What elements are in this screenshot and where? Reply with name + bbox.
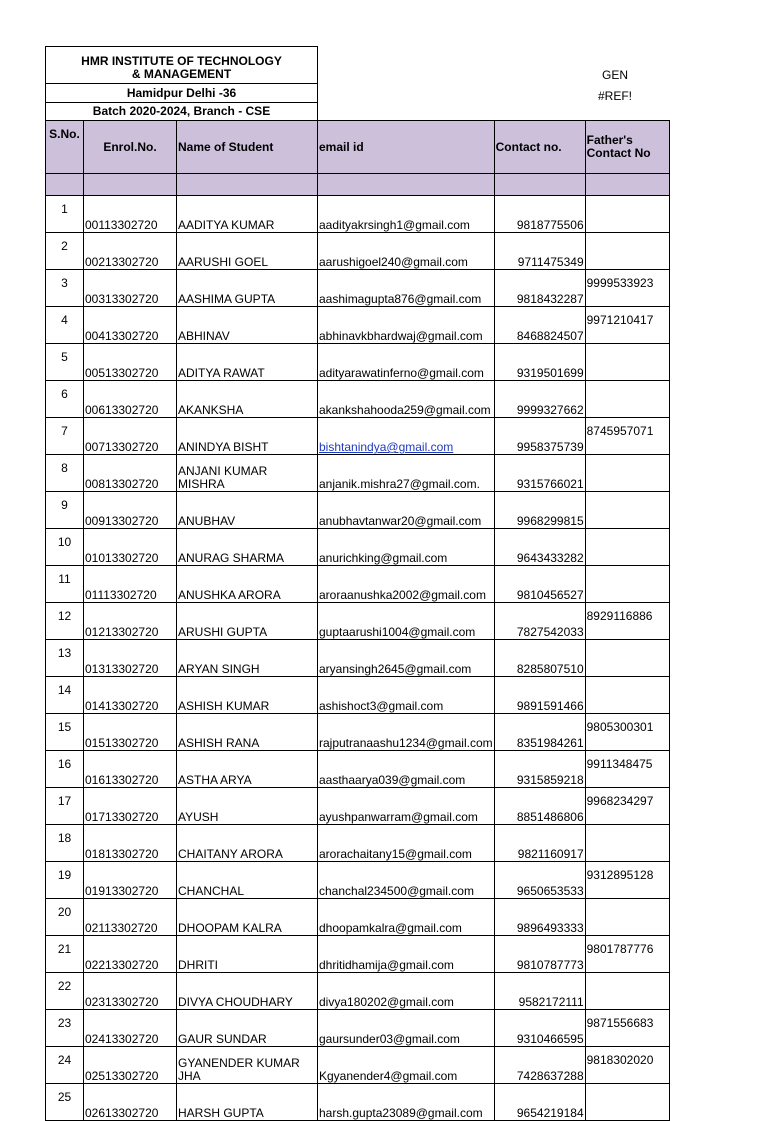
row-contact[interactable]: 8468824507 [494,307,585,344]
row-sno[interactable]: 19 [46,862,84,899]
row-enrol[interactable]: 01113302720 [84,566,177,603]
row-enrol[interactable]: 00413302720 [84,307,177,344]
row-contact[interactable]: 7428637288 [494,1047,585,1084]
row-email[interactable]: gaursunder03@gmail.com [318,1010,495,1047]
blank-cell[interactable] [177,174,318,196]
row-email[interactable]: anurichking@gmail.com [318,529,495,566]
row-enrol[interactable]: 00113302720 [84,196,177,233]
row-father-contact[interactable] [585,1084,669,1121]
row-father-contact[interactable] [585,677,669,714]
table-row [46,1047,670,1084]
row-sno[interactable]: 2 [46,233,84,270]
row-sno[interactable]: 22 [46,973,84,1010]
row-father-contact[interactable]: 9805300301 [585,714,669,751]
table-blank-row [46,174,670,196]
table-row [46,307,670,344]
row-sno[interactable]: 18 [46,825,84,862]
row-father-contact[interactable]: 9312895128 [585,862,669,899]
table-header-row [46,121,670,174]
table-row [46,677,670,714]
row-name[interactable]: GAUR SUNDAR [177,1010,318,1047]
table-row [46,973,670,1010]
row-sno[interactable]: 17 [46,788,84,825]
row-contact[interactable]: 9315766021 [494,455,585,492]
header-sno[interactable]: S.No. [46,121,84,174]
row-contact[interactable]: 9310466595 [494,1010,585,1047]
header-father-contact[interactable]: Father's Contact No [585,121,669,174]
row-contact[interactable]: 9650653533 [494,862,585,899]
row-father-contact[interactable]: 9818302020 [585,1047,669,1084]
row-email[interactable]: anubhavtanwar20@gmail.com [318,492,495,529]
table-row [46,603,670,640]
row-sno[interactable]: 24 [46,1047,84,1084]
table-row [46,455,670,492]
row-contact[interactable]: 9643433282 [494,529,585,566]
row-enrol[interactable]: 00913302720 [84,492,177,529]
row-name[interactable]: AYUSH [177,788,318,825]
row-email[interactable]: aashimagupta876@gmail.com [318,270,495,307]
row-sno[interactable]: 13 [46,640,84,677]
row-name[interactable]: ADITYA RAWAT [177,344,318,381]
header-contact[interactable]: Contact no. [494,121,585,174]
row-name[interactable]: HARSH GUPTA [177,1084,318,1121]
row-sno[interactable]: 15 [46,714,84,751]
row-name[interactable]: CHANCHAL [177,862,318,899]
row-contact[interactable]: 9821160917 [494,825,585,862]
table-row [46,640,670,677]
table-row [46,381,670,418]
row-father-contact[interactable] [585,455,669,492]
row-contact[interactable]: 9968299815 [494,492,585,529]
row-father-contact[interactable]: 9971210417 [585,307,669,344]
table-row [46,1084,670,1121]
row-email[interactable]: akankshahooda259@gmail.com [318,381,495,418]
table-row [46,233,670,270]
row-email[interactable]: divya180202@gmail.com [318,973,495,1010]
row-email[interactable]: chanchal234500@gmail.com [318,862,495,899]
row-contact[interactable]: 8851486806 [494,788,585,825]
row-enrol[interactable]: 01513302720 [84,714,177,751]
table-row [46,862,670,899]
row-enrol[interactable]: 01313302720 [84,640,177,677]
institute-title [45,46,318,84]
header-email[interactable]: email id [318,121,495,174]
row-father-contact[interactable] [585,529,669,566]
institute-location: Hamidpur Delhi -36 [45,84,318,103]
row-contact[interactable]: 9319501699 [494,344,585,381]
row-email[interactable]: ayushpanwarram@gmail.com [318,788,495,825]
row-enrol[interactable]: 01813302720 [84,825,177,862]
category-label: GEN [601,68,628,82]
row-father-contact[interactable] [585,492,669,529]
blank-cell[interactable] [84,174,177,196]
table-row [46,492,670,529]
row-name[interactable]: ASTHA ARYA [177,751,318,788]
row-contact[interactable]: 9818775506 [494,196,585,233]
row-father-contact[interactable]: 9911348475 [585,751,669,788]
row-email[interactable]: abhinavkbhardwaj@gmail.com [318,307,495,344]
row-name[interactable]: AKANKSHA [177,381,318,418]
row-name[interactable]: DHOOPAM KALRA [177,899,318,936]
row-enrol[interactable]: 02113302720 [84,899,177,936]
table-row [46,344,670,381]
ref-error-cell: #REF! [597,89,632,103]
row-name[interactable]: ANUSHKA ARORA [177,566,318,603]
row-father-contact[interactable]: 9999533923 [585,270,669,307]
table-row [46,751,670,788]
row-email[interactable]: arorachaitany15@gmail.com [318,825,495,862]
row-name[interactable]: AASHIMA GUPTA [177,270,318,307]
row-name[interactable]: CHAITANY ARORA [177,825,318,862]
row-enrol[interactable]: 00313302720 [84,270,177,307]
row-contact[interactable]: 9810787773 [494,936,585,973]
row-name[interactable]: ABHINAV [177,307,318,344]
row-sno[interactable]: 1 [46,196,84,233]
row-enrol[interactable]: 01213302720 [84,603,177,640]
row-name[interactable]: AARUSHI GOEL [177,233,318,270]
student-table [45,120,670,1121]
row-email[interactable]: aadityakrsingh1@gmail.com [318,196,495,233]
row-sno[interactable]: 14 [46,677,84,714]
row-name[interactable]: ANJANI KUMAR MISHRA [177,455,318,492]
row-sno[interactable]: 7 [46,418,84,455]
row-contact[interactable]: 9891591466 [494,677,585,714]
row-enrol[interactable]: 01713302720 [84,788,177,825]
row-sno[interactable]: 25 [46,1084,84,1121]
row-sno[interactable]: 9 [46,492,84,529]
row-enrol[interactable]: 00513302720 [84,344,177,381]
row-father-contact[interactable] [585,640,669,677]
row-sno[interactable]: 20 [46,899,84,936]
row-enrol[interactable]: 02513302720 [84,1047,177,1084]
row-father-contact[interactable] [585,233,669,270]
row-father-contact[interactable]: 8929116886 [585,603,669,640]
row-email[interactable]: aryansingh2645@gmail.com [318,640,495,677]
row-father-contact[interactable] [585,344,669,381]
row-contact[interactable]: 9315859218 [494,751,585,788]
row-name[interactable]: ANINDYA BISHT [177,418,318,455]
row-contact[interactable]: 9818432287 [494,270,585,307]
row-contact[interactable]: 9711475349 [494,233,585,270]
row-enrol[interactable]: 02613302720 [84,1084,177,1121]
row-email[interactable]: anjanik.mishra27@gmail.com. [318,455,495,492]
row-enrol[interactable]: 01413302720 [84,677,177,714]
row-name[interactable]: ARYAN SINGH [177,640,318,677]
row-contact[interactable]: 9654219184 [494,1084,585,1121]
row-father-contact[interactable]: 8745957071 [585,418,669,455]
row-email[interactable]: aasthaarya039@gmail.com [318,751,495,788]
row-contact[interactable]: 9896493333 [494,899,585,936]
row-email[interactable]: adityarawatinferno@gmail.com [318,344,495,381]
row-contact[interactable]: 8351984261 [494,714,585,751]
row-sno[interactable]: 6 [46,381,84,418]
row-father-contact[interactable] [585,381,669,418]
row-enrol[interactable]: 00613302720 [84,381,177,418]
row-sno[interactable]: 5 [46,344,84,381]
table-row [46,936,670,973]
table-row [46,899,670,936]
row-enrol[interactable]: 00213302720 [84,233,177,270]
row-sno[interactable]: 16 [46,751,84,788]
row-sno[interactable]: 23 [46,1010,84,1047]
table-row [46,566,670,603]
row-email[interactable]: harsh.gupta23089@gmail.com [318,1084,495,1121]
row-email[interactable]: dhritidhamija@gmail.com [318,936,495,973]
row-email[interactable]: guptaarushi1004@gmail.com [318,603,495,640]
row-contact[interactable]: 9810456527 [494,566,585,603]
row-father-contact[interactable]: 9871556683 [585,1010,669,1047]
row-email[interactable]: Kgyanender4@gmail.com [318,1047,495,1084]
row-sno[interactable]: 4 [46,307,84,344]
row-enrol[interactable]: 02213302720 [84,936,177,973]
row-name[interactable]: GYANENDER KUMAR JHA [177,1047,318,1084]
row-name[interactable]: AADITYA KUMAR [177,196,318,233]
institute-title-line2: & MANAGEMENT [131,67,232,81]
row-email[interactable] [318,418,495,455]
row-sno[interactable]: 11 [46,566,84,603]
row-sno[interactable]: 8 [46,455,84,492]
row-name[interactable]: ARUSHI GUPTA [177,603,318,640]
blank-cell[interactable] [46,174,84,196]
row-enrol[interactable]: 00713302720 [84,418,177,455]
row-email[interactable]: rajputranaashu1234@gmail.com [318,714,495,751]
table-row [46,1010,670,1047]
row-sno[interactable]: 3 [46,270,84,307]
row-enrol[interactable]: 01013302720 [84,529,177,566]
row-sno[interactable]: 12 [46,603,84,640]
row-sno[interactable]: 10 [46,529,84,566]
row-name[interactable]: ASHISH RANA [177,714,318,751]
row-name[interactable]: ANUBHAV [177,492,318,529]
row-enrol[interactable]: 02313302720 [84,973,177,1010]
row-email[interactable]: aarushigoel240@gmail.com [318,233,495,270]
row-name[interactable]: DIVYA CHOUDHARY [177,973,318,1010]
row-enrol[interactable]: 01913302720 [84,862,177,899]
table-row [46,714,670,751]
header-name[interactable]: Name of Student [177,121,318,174]
row-contact[interactable]: 9958375739 [494,418,585,455]
blank-cell[interactable] [318,174,495,196]
row-name[interactable]: DHRITI [177,936,318,973]
row-email[interactable]: ashishoct3@gmail.com [318,677,495,714]
table-row [46,529,670,566]
row-sno[interactable]: 21 [46,936,84,973]
blank-cell[interactable] [585,174,669,196]
table-row [46,270,670,307]
header-enrol[interactable]: Enrol.No. [84,121,177,174]
row-father-contact[interactable]: 9968234297 [585,788,669,825]
row-contact[interactable]: 8285807510 [494,640,585,677]
row-enrol[interactable]: 01613302720 [84,751,177,788]
table-row [46,825,670,862]
row-email[interactable]: aroraanushka2002@gmail.com [318,566,495,603]
row-contact[interactable]: 7827542033 [494,603,585,640]
row-name[interactable]: ASHISH KUMAR [177,677,318,714]
row-name[interactable]: ANURAG SHARMA [177,529,318,566]
row-father-contact[interactable] [585,899,669,936]
row-father-contact[interactable]: 9801787776 [585,936,669,973]
table-row [46,196,670,233]
row-contact[interactable]: 9999327662 [494,381,585,418]
row-father-contact[interactable] [585,196,669,233]
email-link[interactable]: bishtanindya@gmail.com [319,440,454,454]
row-father-contact[interactable] [585,825,669,862]
blank-cell[interactable] [494,174,585,196]
row-enrol[interactable]: 02413302720 [84,1010,177,1047]
table-row [46,418,670,455]
table-row [46,788,670,825]
row-enrol[interactable]: 00813302720 [84,455,177,492]
row-email[interactable]: dhoopamkalra@gmail.com [318,899,495,936]
row-father-contact[interactable] [585,566,669,603]
row-father-contact[interactable] [585,973,669,1010]
row-contact[interactable]: 9582172111 [494,973,585,1010]
institute-title-line1: HMR INSTITUTE OF TECHNOLOGY [81,54,282,68]
batch-info: Batch 2020-2024, Branch - CSE [45,103,318,121]
